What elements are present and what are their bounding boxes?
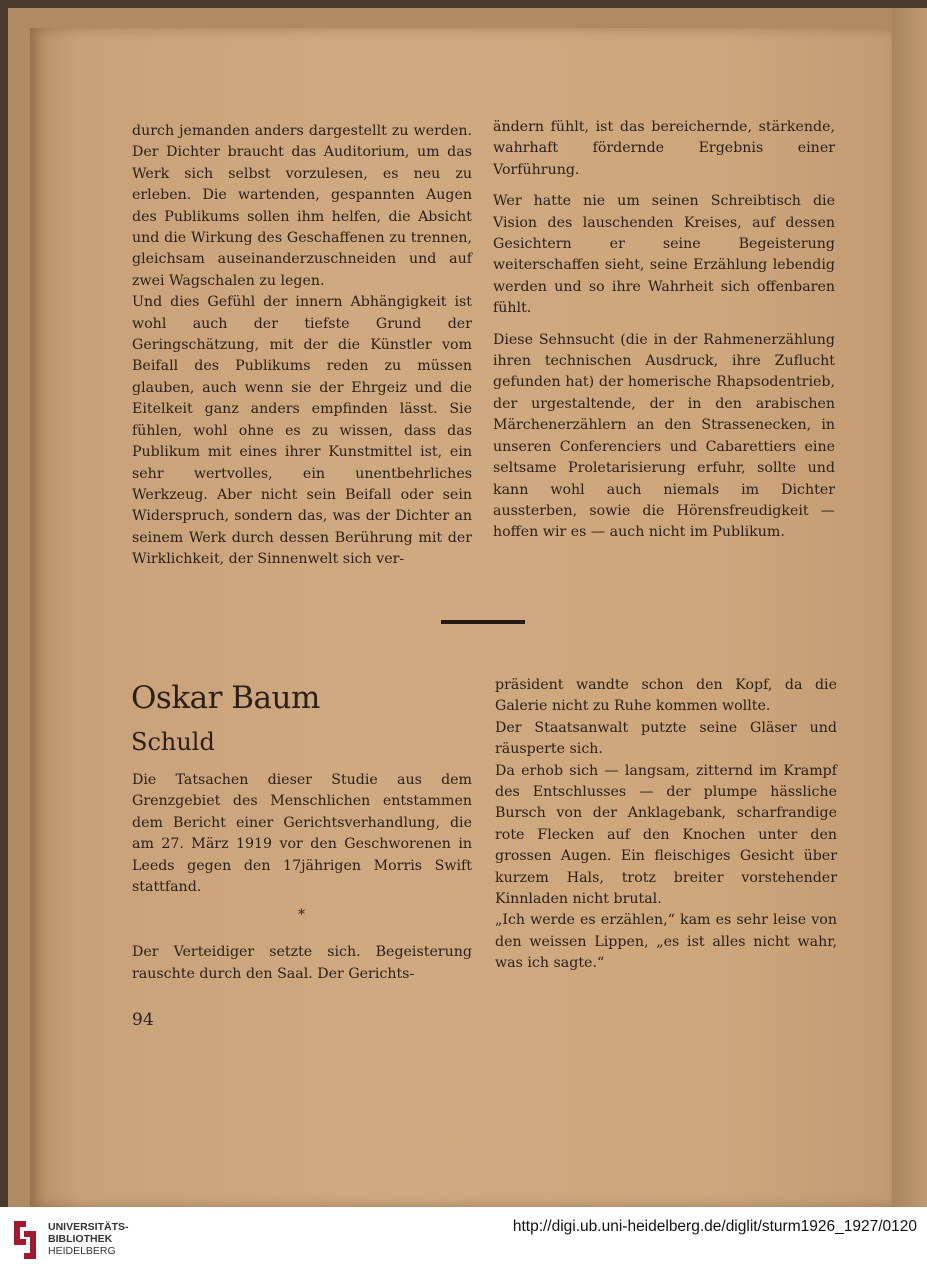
- paragraph: Der Staatsanwalt putzte seine Gläser und räusperte sich.: [495, 719, 837, 758]
- logo-shape: [14, 1221, 36, 1259]
- library-logo-icon: [10, 1217, 40, 1263]
- page-number: 94: [132, 1010, 154, 1030]
- story-title: Schuld: [131, 728, 215, 756]
- library-line: BIBLIOTHEK: [48, 1233, 113, 1245]
- paragraph: „Ich werde es erzählen,“ kam es sehr leise von den weissen Lippen, „es ist alles nicht wahr, was ich sagte.“: [495, 912, 837, 972]
- library-line: HEIDELBERG: [48, 1245, 116, 1257]
- paragraph: Wer hatte nie um seinen Schreibtisch die Vision des lauschenden Kreises, auf dessen Gesichtern er seine Begeisterung weiterschaffen sieht, seine Erzählung lebendig werden und so ihre Wahrheit sich offenbaren fühlt.: [493, 193, 835, 317]
- paragraph: Diese Sehnsucht (die in der Rahmenerzählung ihren technischen Ausdruck, ihre Zuflucht gefunden hat) der homerische Rhapsodentrieb, der urgestaltende, der in den arabischen Märchenerzählern an den Strassenecken, in unseren Conferenciers und Cabarettiers eine seltsame Proletarisierung erfuhr, sollte und kann wohl auch niemals im Dichter aussterben, sowie die Hörensfreudigkeit — hoffen wir es — auch nicht im Publikum.: [493, 331, 835, 541]
- paragraph: ändern fühlt, ist das bereichernde, stärkende, wahrhaft fördernde Ergebnis einer Vorführung.: [493, 119, 835, 178]
- story-intro: Die Tatsachen dieser Studie aus dem Grenzgebiet des Menschlichen entstammen dem Bericht einer Gerichtsverhandlung, die am 27. März 1919 vor den Geschworenen in Leeds gegen den 17jährigen Morris Swift stattfand.: [132, 772, 472, 896]
- section-star: *: [298, 907, 305, 923]
- paragraph: präsident wandte schon den Kopf, da die Galerie nicht zu Ruhe kommen wollte.: [495, 677, 837, 715]
- paragraph: Und dies Gefühl der innern Abhängigkeit ist wohl auch der tiefste Grund der Geringschätzung, mit der die Künstler vom Beifall des Publikums reden zu müssen glauben, auch wenn sie der Ehrgeiz und die Eitelkeit ganz anders empfinden lässt. Sie fühlen, wohl ohne es zu wissen, dass das Publikum mit eines ihrer Kunstmittel ist, ein sehr wertvolles, ein unentbehrliches Werkzeug. Aber nicht sein Beifall oder sein Widerspruch, sondern das, was der Dichter an seinem Werk durch dessen Berührung mit der Wirklichkeit, der Sinnenwelt sich ver-: [132, 294, 472, 568]
- column-story-left: [132, 770, 472, 985]
- paragraph: Da erhob sich — langsam, zitternd im Krampf des Entschlusses — der plumpe hässliche Bursch von der Anklagebank, scharfrandige rote Flecken auf den Knochen unter den grossen Augen. Ein fleischiges Gesicht über kurzem Hals, trotz breiter vorstehender Kinnladen nicht brutal.: [495, 762, 837, 908]
- column-story-right: [495, 675, 837, 975]
- paragraph: Der Verteidiger setzte sich. Begeisterung rauschte durch den Saal. Der Gerichts-: [132, 944, 472, 982]
- footer-bar: [0, 1207, 927, 1273]
- column-top-left: [132, 121, 472, 571]
- source-url-link[interactable]: http://digi.ub.uni-heidelberg.de/diglit/sturm1926_1927/0120: [512, 1218, 917, 1235]
- next-page-edge: [892, 8, 927, 1207]
- story-author: Oskar Baum: [131, 680, 320, 716]
- library-name: [48, 1221, 129, 1257]
- section-divider: [441, 620, 525, 624]
- paragraph: durch jemanden anders dargestellt zu werden. Der Dichter braucht das Auditorium, um das Werk sich selbst vorzulesen, es neu zu erleben. Die wartenden, gespannten Augen des Publikums sollen ihm helfen, die Absicht und die Wirkung des Geschaffenen zu trennen, gleichsam auseinanderzuschneiden und auf zwei Wagschalen zu legen.: [132, 123, 472, 289]
- library-line: UNIVERSITÄTS-: [48, 1221, 129, 1233]
- column-top-right: [493, 117, 835, 544]
